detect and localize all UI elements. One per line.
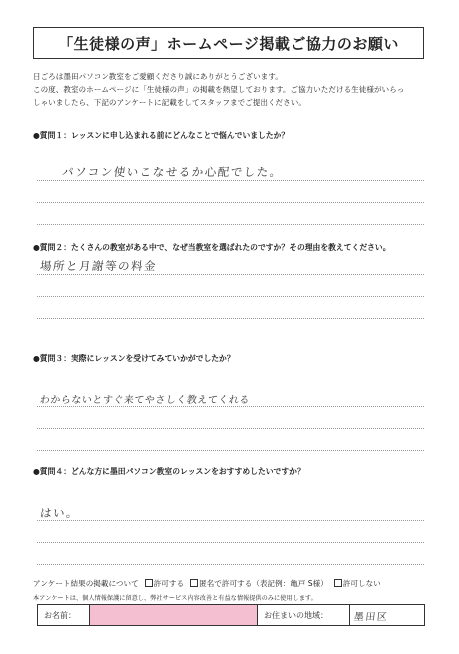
answer-line xyxy=(37,224,424,225)
question-4-answer: はい。 xyxy=(39,506,80,520)
question-2-label: ●質問２：たくさんの教室がある中で、なぜ当教室を選ばれたのですか？その理由を教えてください。 xyxy=(33,243,391,252)
privacy-note: 本アンケートは、個人情報保護に留意し、弊社サービス内容改善と有益な情報提供のみに使用します。 xyxy=(33,595,317,602)
answer-line xyxy=(37,542,424,543)
consent-option-allow[interactable]: 許可する xyxy=(145,578,184,589)
answer-line xyxy=(37,428,424,429)
answer-line xyxy=(37,296,424,297)
question-3-answer: わからないとすぐ来てやさしく教えてくれる xyxy=(39,395,251,406)
answer-line xyxy=(37,520,424,521)
answer-line xyxy=(37,406,424,407)
area-field[interactable] xyxy=(350,605,424,625)
area-label: お住まいの地域： xyxy=(258,605,350,625)
area-value: 墨田区 xyxy=(353,611,389,623)
consent-option-anonymous[interactable]: 匿名で許可する（表記例：亀戸 S様） xyxy=(190,578,328,589)
respondent-info xyxy=(37,604,425,626)
intro-text xyxy=(33,70,433,109)
checkbox-icon[interactable] xyxy=(190,579,198,587)
answer-line xyxy=(37,180,424,181)
consent-row xyxy=(33,578,381,589)
question-3-label: ●質問３：実際にレッスンを受けてみていかがでしたか？ xyxy=(33,354,235,363)
name-label: お名前： xyxy=(38,605,90,625)
question-1-label: ●質問１：レッスンに申し込まれる前にどんなことで悩んでいましたか？ xyxy=(33,131,290,140)
intro-line: しゃいましたら、下記のアンケートに記載をしてスタッフまでご提出ください。 xyxy=(33,98,306,107)
name-field-redacted[interactable] xyxy=(90,605,258,625)
consent-heading: アンケート結果の掲載について xyxy=(33,579,139,588)
question-2-answer: 場所と月謝等の料金 xyxy=(39,259,158,273)
consent-option-deny[interactable]: 許可しない xyxy=(334,578,381,589)
intro-line: 日ごろは墨田パソコン教室をご愛顧くださり誠にありがとうございます。 xyxy=(33,72,283,81)
form-title: 「生徒様の声」ホームページ掲載ご協力のお願い xyxy=(33,27,424,59)
intro-line: この度、教室のホームページに「生徒様の声」の掲載を熱望しております。ご協力いただける生徒様がいらっ xyxy=(33,85,405,94)
answer-line xyxy=(37,450,424,451)
question-4-label: ●質問４：どんな方に墨田パソコン教室のレッスンをおすすめしたいですか？ xyxy=(33,467,305,476)
checkbox-icon[interactable] xyxy=(145,579,153,587)
question-1-answer: パソコン使いこなせるか心配でした。 xyxy=(61,165,284,179)
answer-line xyxy=(37,202,424,203)
answer-line xyxy=(37,318,424,319)
answer-line xyxy=(37,564,424,565)
answer-line xyxy=(37,274,424,275)
checkbox-icon[interactable] xyxy=(334,579,342,587)
